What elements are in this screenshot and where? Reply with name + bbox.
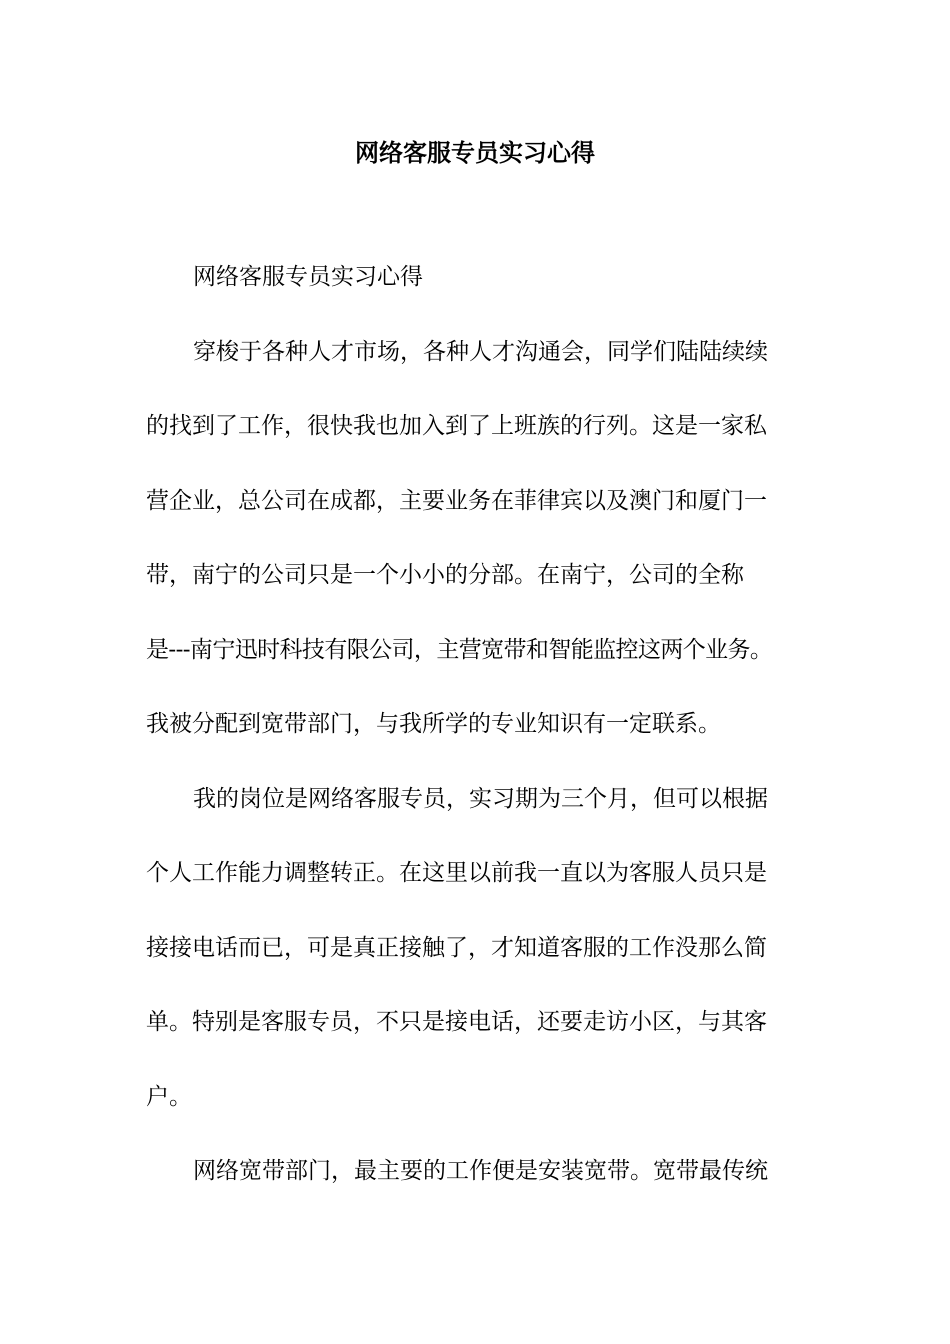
paragraph-line: 营企业，总公司在成都，主要业务在菲律宾以及澳门和厦门一 bbox=[146, 487, 767, 514]
paragraph-line: 是---南宁迅时科技有限公司，主营宽带和智能监控这两个业务。 bbox=[146, 636, 773, 663]
paragraph-line: 带，南宁的公司只是一个小小的分部。在南宁，公司的全称 bbox=[146, 562, 744, 588]
paragraph-line: 我被分配到宽带部门，与我所学的专业知识有一定联系。 bbox=[146, 711, 721, 737]
paragraph-line: 的找到了工作，很快我也加入到了上班族的行列。这是一家私 bbox=[146, 413, 767, 439]
paragraph-line: 网络宽带部门，最主要的工作便是安装宽带。宽带最传统 bbox=[193, 1158, 768, 1184]
document-title: 网络客服专员实习心得 bbox=[355, 138, 595, 167]
document-body bbox=[146, 256, 818, 1225]
paragraph-line: 我的岗位是网络客服专员，实习期为三个月，但可以根据 bbox=[193, 785, 768, 812]
paragraph bbox=[146, 256, 818, 331]
paragraph-line: 网络客服专员实习心得 bbox=[193, 264, 423, 290]
paragraph bbox=[146, 331, 818, 778]
paragraph-line: 接接电话而已，可是真正接触了，才知道客服的工作没那么简 bbox=[146, 934, 767, 961]
paragraph-line: 户。 bbox=[146, 1083, 192, 1110]
paragraph-line: 单。特别是客服专员，不只是接电话，还要走访小区，与其客 bbox=[146, 1009, 767, 1035]
paragraph bbox=[146, 778, 818, 1151]
paragraph-line: 个人工作能力调整转正。在这里以前我一直以为客服人员只是 bbox=[146, 860, 767, 886]
paragraph-line: 穿梭于各种人才市场，各种人才沟通会，同学们陆陆续续 bbox=[193, 338, 768, 365]
paragraph bbox=[146, 1150, 818, 1225]
